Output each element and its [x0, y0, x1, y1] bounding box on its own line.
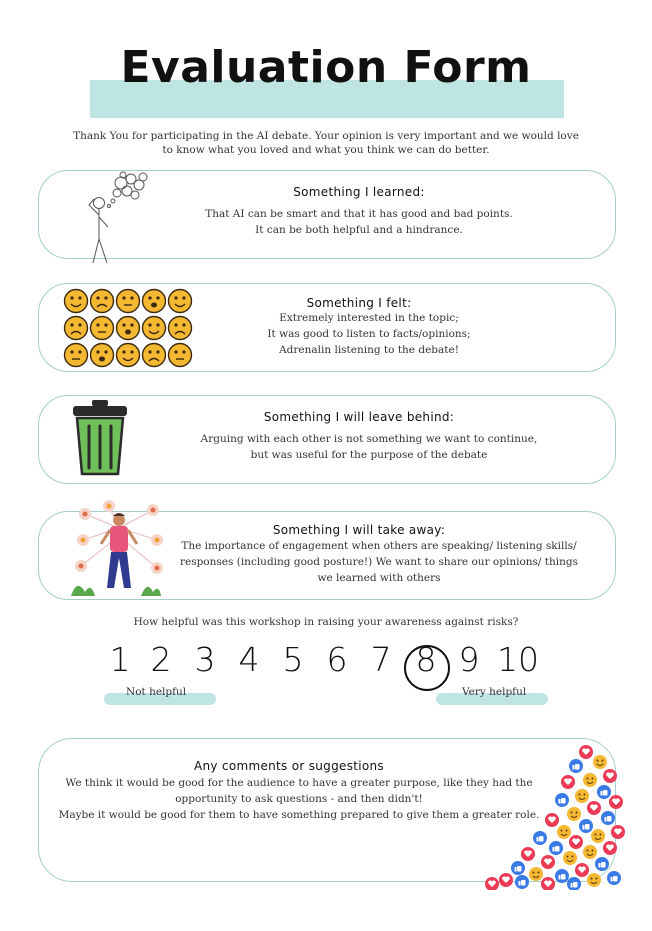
rating-high-label: Very helpful: [462, 686, 527, 698]
section-felt: [38, 283, 616, 372]
comments-body: [49, 775, 549, 823]
rating-low-label: Not helpful: [126, 686, 187, 698]
trash-bin-icon: [67, 398, 133, 478]
person-ideas-icon: [61, 496, 171, 598]
rating-option-9[interactable]: 9: [458, 640, 480, 679]
rating-option-4[interactable]: 4: [238, 640, 260, 679]
section-take-away-title: Something I will take away:: [272, 523, 446, 537]
section-leave-behind: [38, 395, 616, 484]
rating-option-2[interactable]: 2: [150, 640, 172, 679]
body-line: Extremely interested in the topic;: [279, 312, 459, 324]
rating-option-3[interactable]: 3: [194, 640, 216, 679]
body-line: We think it would be good for the audience to have a greater purpose, like they had the: [65, 777, 533, 789]
section-felt-title: Something I felt:: [306, 296, 412, 310]
rating-option-6[interactable]: 6: [326, 640, 348, 679]
rating-option-10[interactable]: 10: [497, 640, 539, 679]
body-line: Arguing with each other is not something we want to continue,: [200, 433, 538, 445]
reactions-icon: [478, 740, 628, 890]
rating-option-7[interactable]: 7: [370, 640, 392, 679]
page-title: Evaluation Form: [120, 42, 532, 93]
section-learned-title: Something I learned:: [293, 185, 425, 199]
section-take-away: [38, 511, 616, 600]
rating-scale: [0, 640, 652, 690]
body-line: Maybe it would be good for them to have something prepared to give them a greater role.: [58, 809, 540, 821]
body-line: responses (including good posture!) We want to share our opinions/ things: [179, 556, 579, 568]
section-leave-behind-body: [149, 431, 589, 463]
rating-option-5[interactable]: 5: [282, 640, 304, 679]
rating-option-1[interactable]: 1: [109, 640, 131, 679]
section-leave-behind-title: Something I will leave behind:: [263, 410, 455, 424]
body-line: opportunity to ask questions - and then didn't!: [175, 793, 423, 805]
section-learned-body: [149, 206, 569, 238]
body-line: we learned with others: [317, 572, 441, 584]
section-take-away-body: [169, 538, 589, 586]
body-line: That AI can be smart and that it has good and bad points.: [205, 208, 513, 220]
intro-text: Thank You for participating in the AI debate. Your opinion is very important and we would love to know what you loved and what you think we can do better.: [73, 130, 579, 156]
selected-rating-circle: [404, 645, 450, 691]
body-line: but was useful for the purpose of the debate: [250, 449, 488, 461]
comments-title: Any comments or suggestions: [194, 759, 384, 773]
section-felt-body: [169, 310, 569, 358]
body-line: The importance of engagement when others are speaking/ listening skills/: [181, 540, 577, 552]
rating-question: How helpful was this workshop in raising your awareness against risks?: [133, 616, 519, 628]
body-line: It can be both helpful and a hindrance.: [255, 224, 463, 236]
section-learned: [38, 170, 616, 259]
body-line: Adrenalin listening to the debate!: [279, 344, 459, 356]
rating-option-8[interactable]: 8: [415, 640, 437, 679]
body-line: It was good to listen to facts/opinions;: [267, 328, 471, 340]
